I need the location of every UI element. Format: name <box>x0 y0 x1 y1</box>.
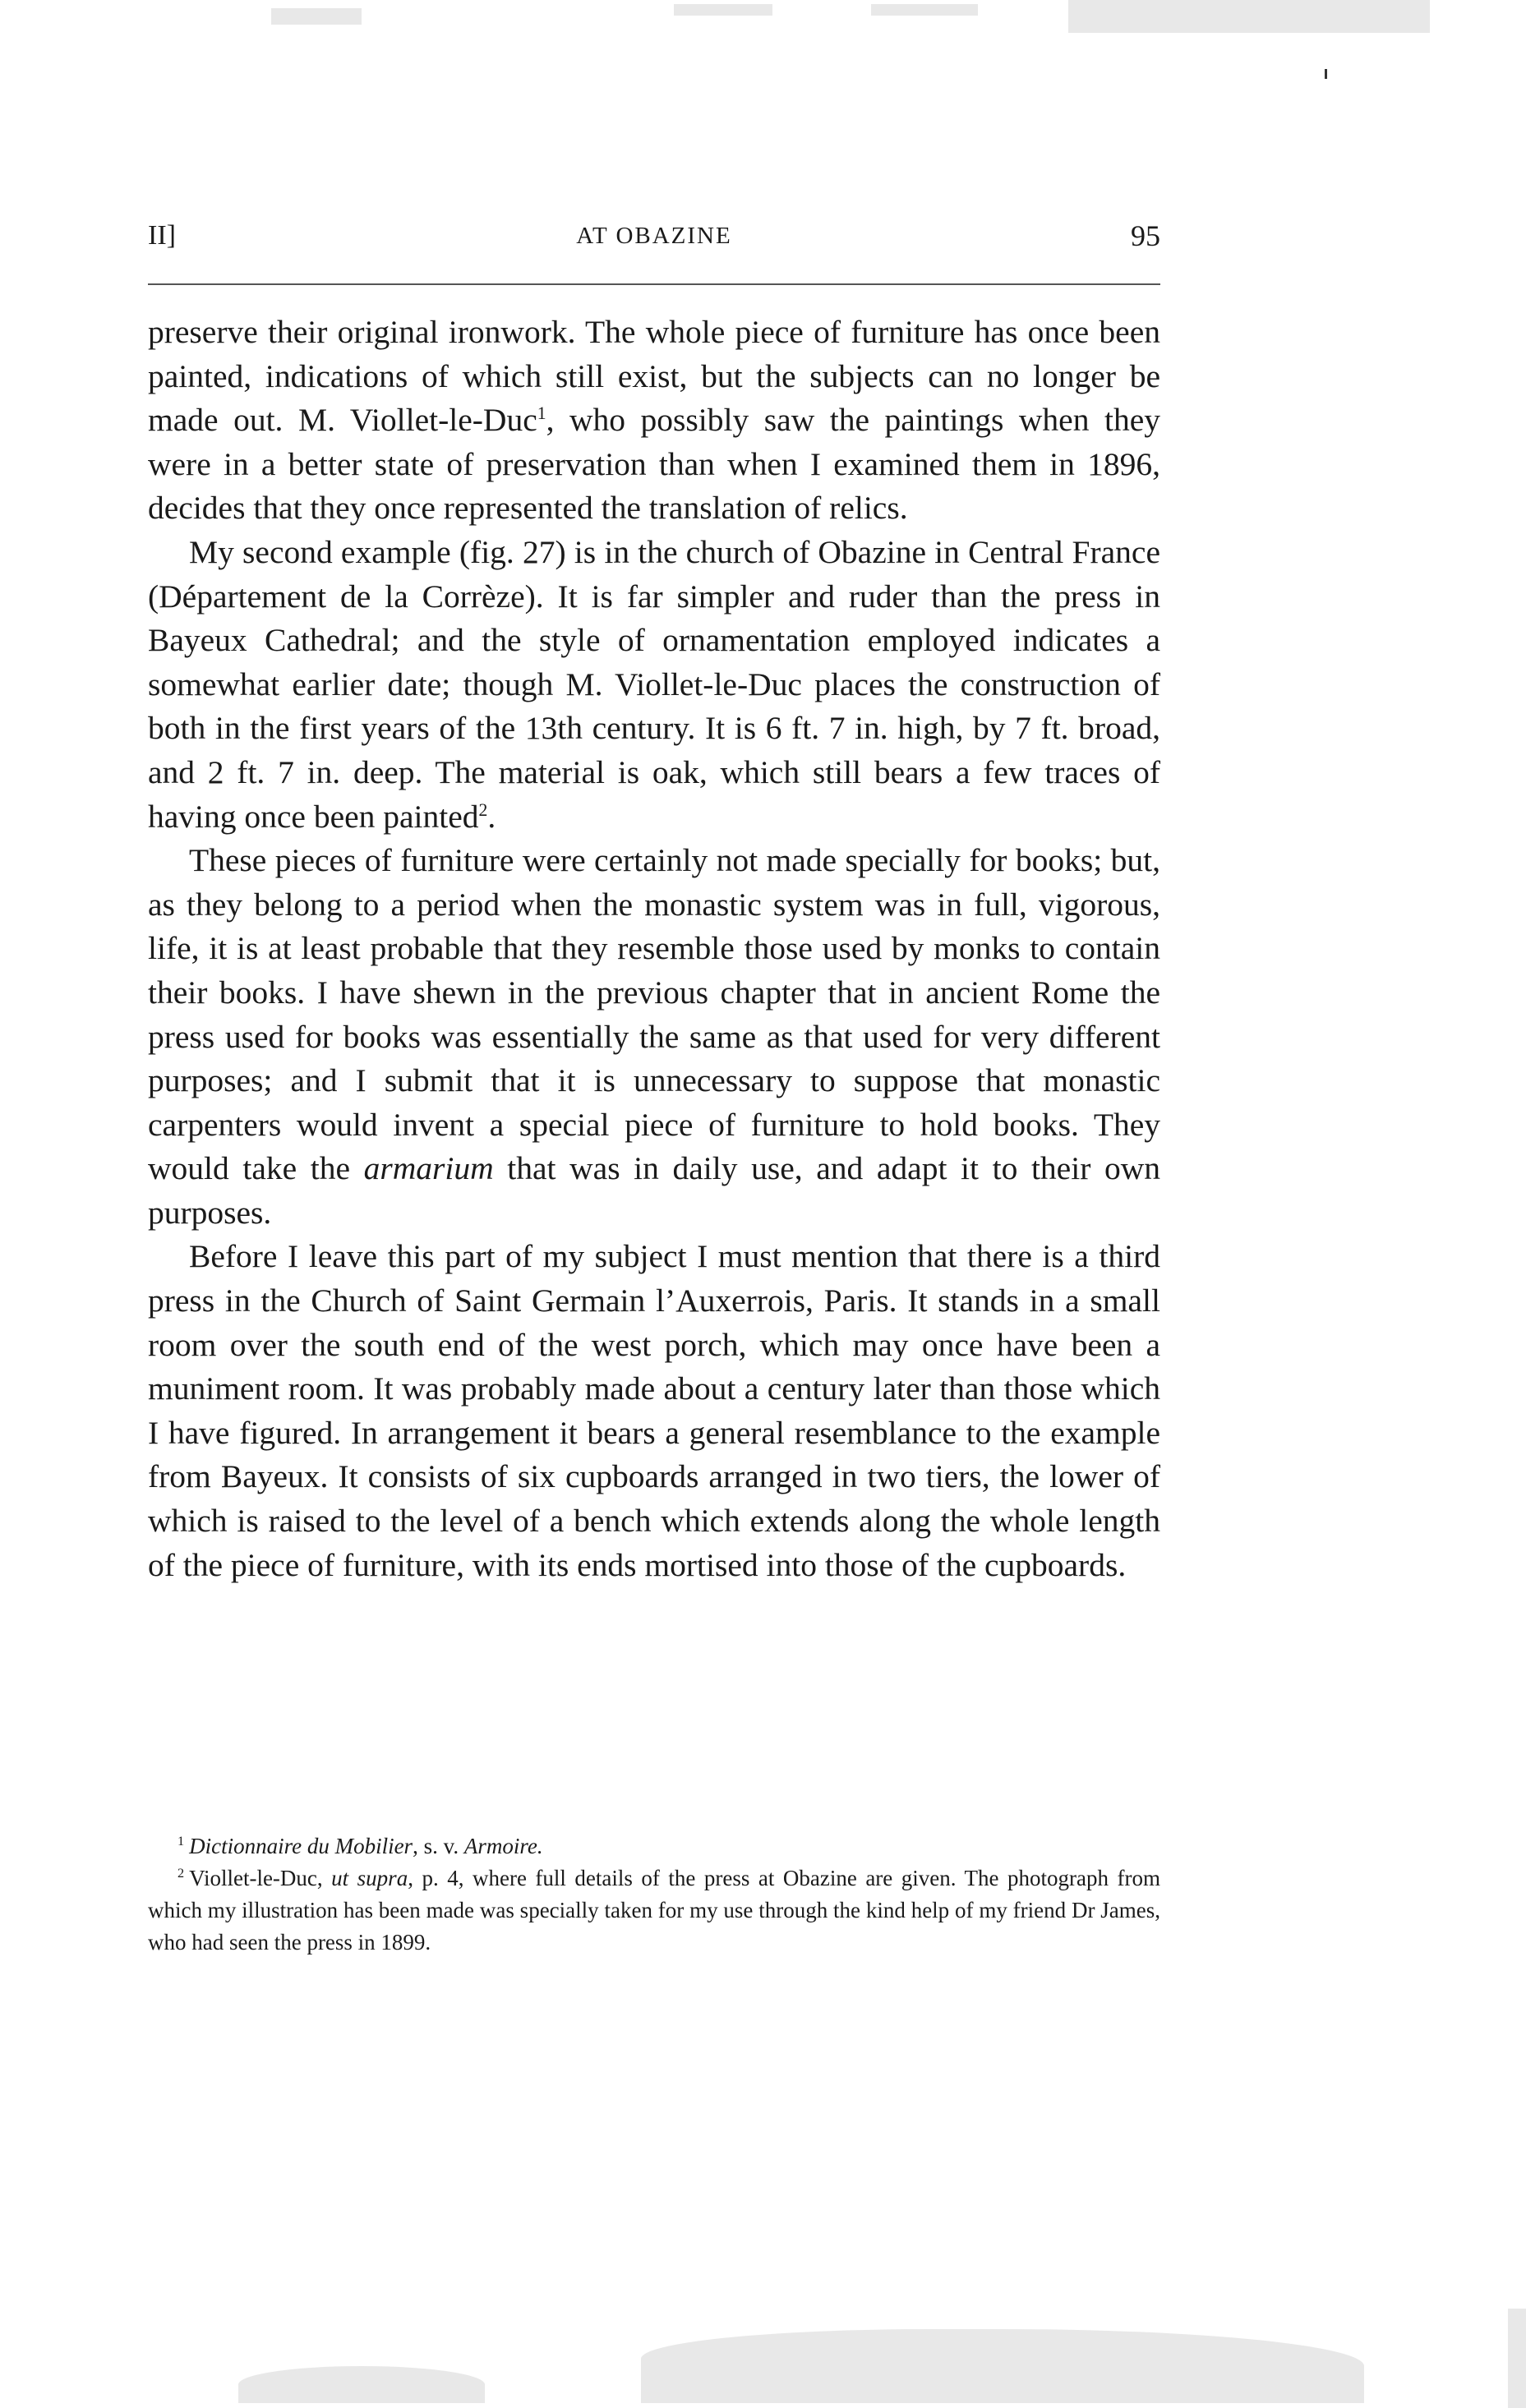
running-head <box>148 215 1160 256</box>
text-run: , p. 4, where full details of the press at Obazine are given. The photograph from which my illustration has been made was specially taken for my use through the kind help of my friend Dr James, who had seen the press in 1899. <box>148 1866 1160 1954</box>
footnote <box>148 1862 1160 1959</box>
footnote-reference[interactable]: 1 <box>537 403 546 424</box>
italic-text: ut supra <box>331 1866 408 1890</box>
italic-text: Dictionnaire du Mobilier <box>189 1834 413 1858</box>
header-rule <box>148 283 1160 285</box>
scan-artifact-top-4 <box>1068 0 1430 33</box>
italic-text: armarium <box>363 1150 494 1187</box>
footnote <box>148 1830 1160 1862</box>
paragraph <box>148 1235 1160 1587</box>
chapter-number: II] <box>148 220 176 251</box>
scan-artifact-bottom-2 <box>641 2329 1364 2403</box>
text-run: preserve their original ironwork. The whole piece of furniture has once been painted, indications of which still exist, but the subjects can no longer be made out. M. Viollet-le-Duc <box>148 314 1160 439</box>
footnotes <box>148 1830 1160 1959</box>
text-run: , s. v. <box>413 1834 464 1858</box>
footnote-mark: 1 <box>177 1834 185 1849</box>
text-run: , who possibly saw the paintings when they were in a better state of preservation than when I examined them in 1896, decides that they once represented the translation of relics. <box>148 402 1160 527</box>
scan-artifact-top-1 <box>271 8 362 25</box>
text-run: These pieces of furniture were certainly not made specially for books; but, as they belong to a period when the monastic system was in full, vigorous, life, it is at least probable that they resemble those used by monks to contain their books. I have shewn in the previous chapter that in ancient Rome the press used for books was essentially the same as that used for very different purposes; and I submit that it is unnecessary to suppose that monastic carpenters would invent a special piece of furniture to hold books. They would take the <box>148 842 1160 1187</box>
text-run: . <box>487 798 496 835</box>
scan-artifact-bottom-1 <box>238 2366 485 2403</box>
scan-artifact-top-2 <box>674 4 772 16</box>
scan-artifact-bottom-3 <box>1508 2309 1526 2408</box>
text-run: that was in daily use, and adapt it to their own purposes. <box>148 1150 1160 1231</box>
footnote-reference[interactable]: 2 <box>478 799 488 820</box>
page-number: 95 <box>1131 219 1160 252</box>
running-title: AT OBAZINE <box>576 223 732 249</box>
body-text <box>148 311 1160 1587</box>
paragraph <box>148 839 1160 1235</box>
italic-text: Armoire. <box>463 1834 543 1858</box>
footnote-mark: 2 <box>177 1866 185 1881</box>
scan-artifact-top-3 <box>871 4 978 16</box>
paragraph <box>148 311 1160 531</box>
text-run: My second example (fig. 27) is in the church of Obazine in Central France (Département de la Corrèze). It is far simpler and ruder than the press in Bayeux Cathedral; and the style of ornamentation employed indicates a somewhat earlier date; though M. Viollet-le-Duc places the construction of both in the first years of the 13th century. It is 6 ft. 7 in. high, by 7 ft. broad, and 2 ft. 7 in. deep. The material is oak, which still bears a few traces of having once been painted <box>148 533 1160 835</box>
paragraph <box>148 531 1160 839</box>
scan-speck <box>1325 69 1327 79</box>
text-run: Before I leave this part of my subject I must mention that there is a third press in the Church of Saint Germain l’Auxerrois, Paris. It stands in a small room over the south end of the west porch, which may once have been a muniment room. It was probably made about a century later than those which I have figured. In arrangement it bears a general resemblance to the example from Bayeux. It consists of six cupboards arranged in two tiers, the lower of which is raised to the level of a bench which extends along the whole length of the piece of furniture, with its ends mortised into those of the cupboards. <box>148 1238 1160 1583</box>
text-run: Viollet-le-Duc, <box>189 1866 332 1890</box>
